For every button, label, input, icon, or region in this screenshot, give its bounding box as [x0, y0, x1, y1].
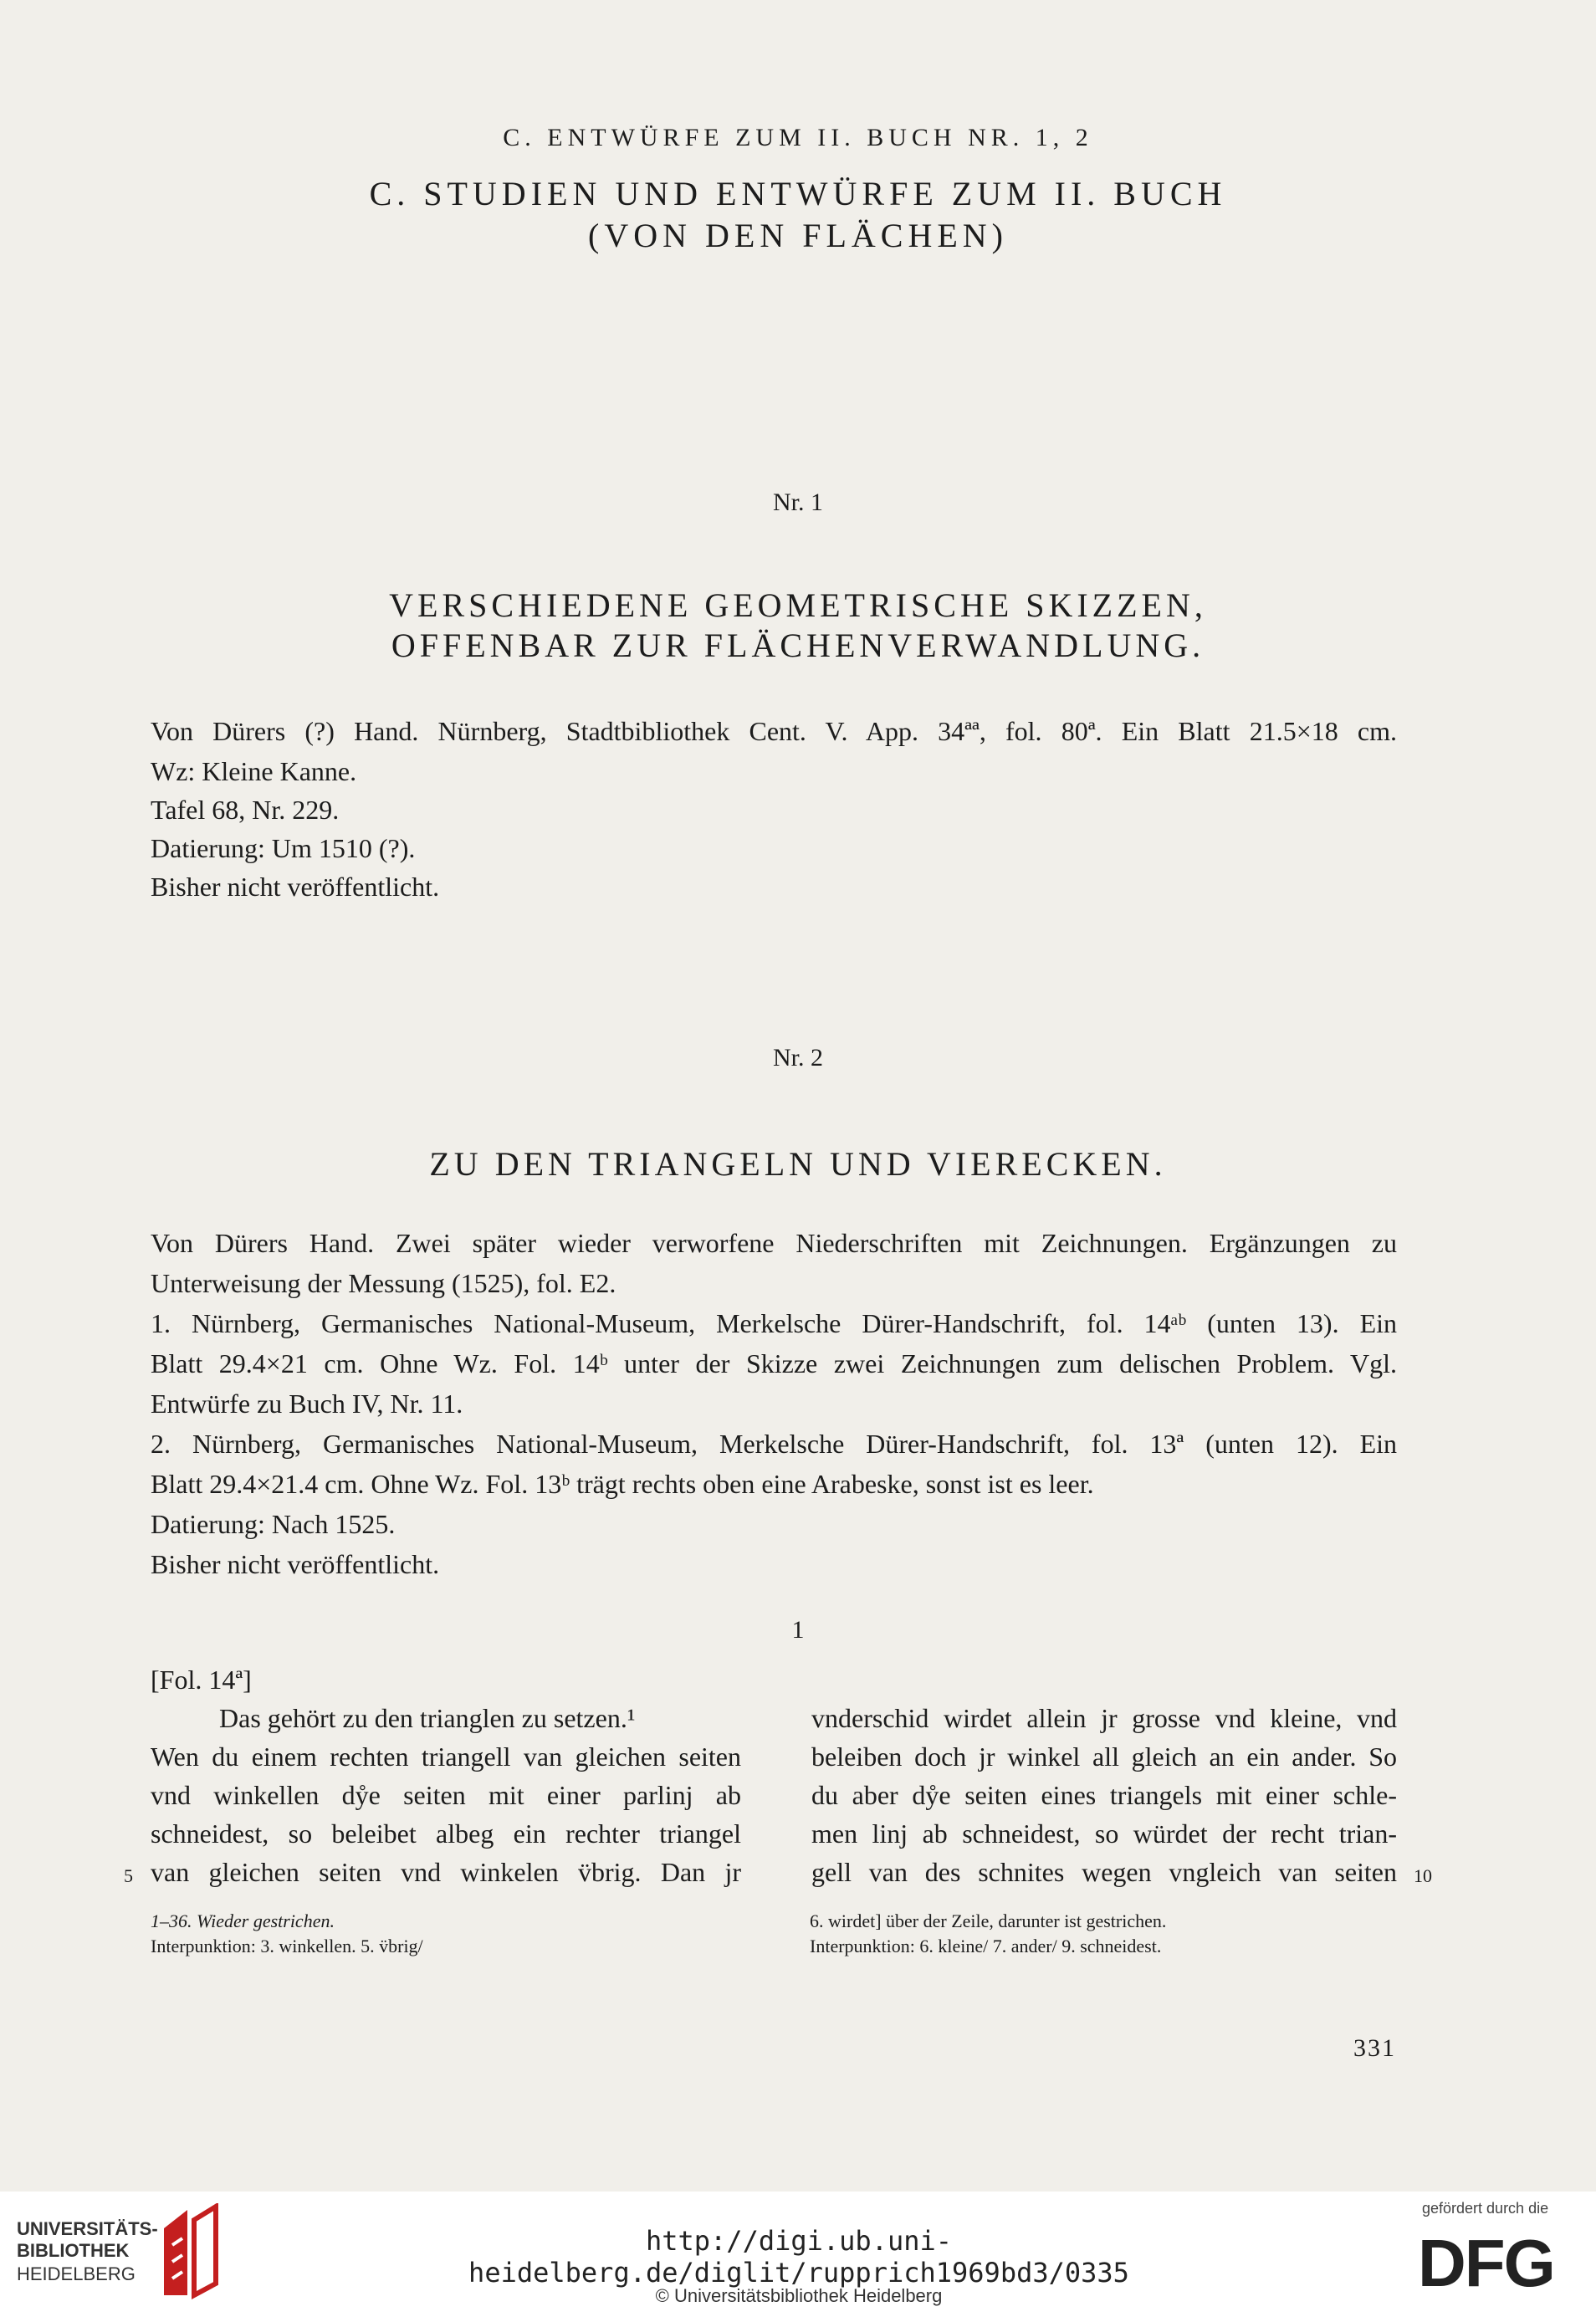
text-numeral: 1 [791, 1616, 805, 1644]
entry2-desc-line: Blatt 29.4×21.4 cm. Ohne Wz. Fol. 13ᵇ trägt rechts oben eine Arabeske, sonst ist es leer. [151, 1469, 1094, 1499]
apparatus-note-right: Interpunktion: 6. kleine/ 7. ander/ 9. schneidest. [810, 1936, 1162, 1956]
library-logo-icon [157, 2203, 223, 2302]
entry1-heading-line2: OFFENBAR ZUR FLÄCHENVERWANDLUNG. [391, 627, 1205, 664]
left-column-line: Wen du einem rechten triangell van gleichen seiten [151, 1742, 741, 1772]
entry1-desc-line: Tafel 68, Nr. 229. [151, 795, 340, 825]
left-column-line: schneidest, so beleibet albeg ein rechter triangel [151, 1818, 741, 1849]
right-column-line: men linj ab schneidest, so würdet der recht trian- [811, 1818, 1397, 1849]
entry1-number: Nr. 1 [773, 488, 823, 516]
entry1-desc-line: Bisher nicht veröffentlicht. [151, 872, 440, 902]
page-number: 331 [1353, 2034, 1396, 2062]
section-title-line1: C. STUDIEN UND ENTWÜRFE ZUM II. BUCH [369, 175, 1227, 212]
apparatus-note-left: 1–36. Wieder gestrichen. [151, 1910, 335, 1931]
apparatus-note-right: 6. wirdet] über der Zeile, darunter ist gestrichen. [810, 1910, 1167, 1931]
dfg-logo: DFG [1418, 2226, 1554, 2300]
left-column-line: vnd winkellen dẙe seiten mit einer parlinj ab [151, 1780, 741, 1810]
copyright-notice: © Universitätsbibliothek Heidelberg [655, 2285, 943, 2306]
folio-reference: [Fol. 14ª] [151, 1665, 252, 1695]
line-number-right: 10 [1414, 1865, 1432, 1886]
library-name-line3: HEIDELBERG [17, 2263, 136, 2284]
library-name-line1: UNIVERSITÄTS- [17, 2218, 158, 2239]
entry2-desc-line: Blatt 29.4×21 cm. Ohne Wz. Fol. 14ᵇ unter der Skizze zwei Zeichnungen zum delischen Problem. Vgl. [151, 1348, 1397, 1378]
section-title-line2: (VON DEN FLÄCHEN) [588, 217, 1008, 254]
left-column-line: Das gehört zu den trianglen zu setzen.¹ [219, 1703, 636, 1733]
source-url-link[interactable]: http://digi.ub.uni-heidelberg.de/diglit/rupprich1969bd3/0335 [468, 2225, 1129, 2289]
entry2-number: Nr. 2 [773, 1044, 823, 1071]
entry2-heading: ZU DEN TRIANGELN UND VIERECKEN. [429, 1145, 1167, 1183]
dfg-caption: gefördert durch die [1422, 2200, 1549, 2217]
entry2-desc-line: Datierung: Nach 1525. [151, 1509, 396, 1539]
right-column-line: vnderschid wirdet allein jr grosse vnd kleine, vnd [811, 1703, 1397, 1733]
entry1-desc-line: Von Dürers (?) Hand. Nürnberg, Stadtbibliothek Cent. V. App. 34ªª, fol. 80ª. Ein Blatt 21.5×18 cm. [151, 716, 1397, 746]
entry2-desc-line: 2. Nürnberg, Germanisches National-Museum, Merkelsche Dürer-Handschrift, fol. 13ª (unten 12). Ein [151, 1429, 1397, 1459]
running-head: C. ENTWÜRFE ZUM II. BUCH NR. 1, 2 [503, 124, 1093, 151]
apparatus-note-left: Interpunktion: 3. winkellen. 5. v̈brig/ [151, 1936, 423, 1956]
right-column-line: gell van des schnites wegen vngleich van seiten [811, 1857, 1397, 1887]
entry1-heading-line1: VERSCHIEDENE GEOMETRISCHE SKIZZEN, [389, 586, 1207, 624]
line-number-left: 5 [124, 1865, 133, 1886]
entry1-desc-line: Datierung: Um 1510 (?). [151, 833, 416, 863]
library-name-line2: BIBLIOTHEK [17, 2240, 130, 2261]
entry1-desc-line: Wz: Kleine Kanne. [151, 756, 357, 786]
right-column-line: du aber dẙe seiten eines triangels mit einer schle- [811, 1780, 1397, 1810]
right-column-line: beleiben doch jr winkel all gleich an ein ander. So [811, 1742, 1397, 1772]
entry2-desc-line: Von Dürers Hand. Zwei später wieder verworfene Niederschriften mit Zeichnungen. Ergänzungen zu [151, 1228, 1397, 1258]
left-column-line: van gleichen seiten vnd winkelen v̈brig. Dan jr [151, 1857, 741, 1887]
entry2-desc-line: Bisher nicht veröffentlicht. [151, 1549, 440, 1579]
entry2-desc-line: Unterweisung der Messung (1525), fol. E2. [151, 1268, 616, 1298]
entry2-desc-line: Entwürfe zu Buch IV, Nr. 11. [151, 1389, 463, 1419]
entry2-desc-line: 1. Nürnberg, Germanisches National-Museum, Merkelsche Dürer-Handschrift, fol. 14ᵃᵇ (unten 13). Ein [151, 1308, 1397, 1338]
